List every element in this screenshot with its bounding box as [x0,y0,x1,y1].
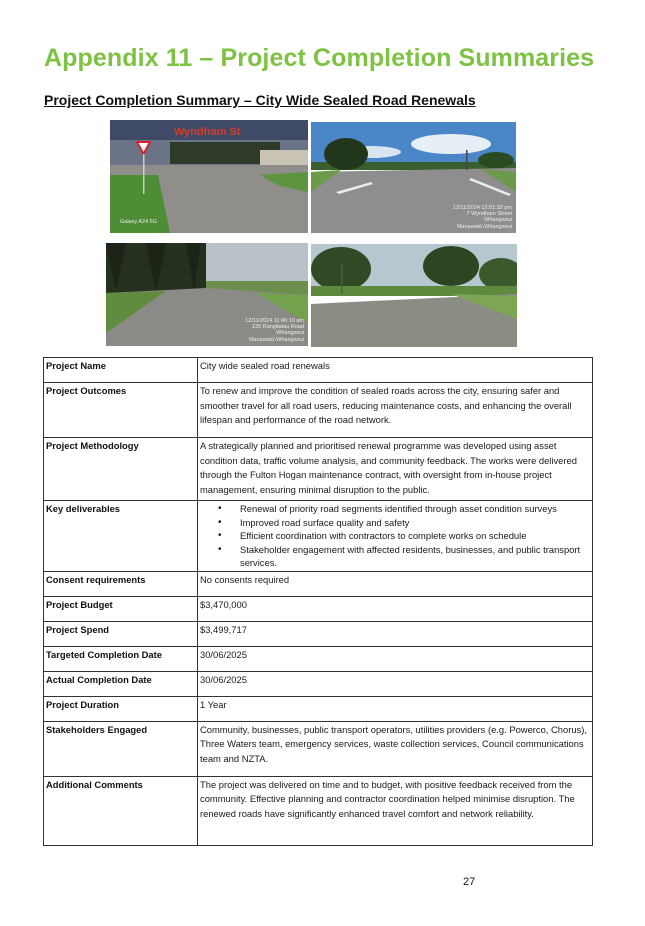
row-label: Key deliverables [44,501,198,572]
row-label: Project Spend [44,621,198,646]
photo-caption: 12/11/2024 11:46:10 am 135 Rangitatau Road Whanganui Manawatū-Whanganui [245,317,304,343]
row-value: Community, businesses, public transport operators, utilities providers (e.g. Powerco, Chorus), Three Waters team, emergency services, waste collection services, Council communications team and NZTA. [198,721,593,776]
row-label: Project Duration [44,696,198,721]
row-value: No consents required [198,571,593,596]
row-label: Project Name [44,358,198,383]
table-row [44,358,593,383]
street-name-label: Wyndham St [174,126,241,138]
row-label: Consent requirements [44,571,198,596]
list-item: • Efficient coordination with contractors to complete works on schedule [200,529,591,543]
road-photo-wyndham-st [110,120,308,233]
table-row [44,383,593,438]
row-value: 1 Year [198,696,593,721]
page-number: 27 [463,876,476,888]
road-photo-chipseal [106,243,308,346]
photo-caption: 12/11/2024 12:51:32 pm 7 Wyndham Street Whanganui Manawatū-Whanganui [452,204,512,230]
photo-caption: Galaxy A24 5G [120,218,157,225]
row-label: Project Outcomes [44,383,198,438]
row-value [198,501,593,572]
table-row [44,671,593,696]
table-row [44,571,593,596]
row-value: $3,470,000 [198,596,593,621]
row-value: The project was delivered on time and to budget, with positive feedback received from the community. Effective planning and contractor coordination helped minimise disruption. The renewed roads have significantly enhanced travel comfort and network reliability. [198,776,593,845]
row-value: 30/06/2025 [198,671,593,696]
table-row [44,721,593,776]
deliverables-list [200,502,591,570]
row-value: A strategically planned and prioritised renewal programme was developed using asset condition data, traffic volume analysis, and community feedback. The works were delivered through the Fulton Hogan maintenance contract, with oversight from in-house project management, ensuring minimal disruption to the public. [198,438,593,501]
road-photo-residential-street [311,244,517,347]
project-summary-table [43,357,593,846]
row-value: City wide sealed road renewals [198,358,593,383]
table-row [44,596,593,621]
row-value: 30/06/2025 [198,646,593,671]
row-label: Stakeholders Engaged [44,721,198,776]
list-item: • Renewal of priority road segments identified through asset condition surveys [200,502,591,516]
table-row [44,696,593,721]
table-row [44,646,593,671]
row-label: Project Methodology [44,438,198,501]
page-title: Appendix 11 – Project Completion Summaries [44,44,595,72]
table-row [44,776,593,845]
table-row [44,621,593,646]
row-value: $3,499,717 [198,621,593,646]
row-label: Additional Comments [44,776,198,845]
table-row [44,438,593,501]
row-label: Project Budget [44,596,198,621]
road-photo-straight-road [311,122,516,233]
list-item: • Improved road surface quality and safety [200,516,591,530]
table-row [44,501,593,572]
list-item: • Stakeholder engagement with affected residents, businesses, and public transport services. [200,543,591,570]
row-label: Actual Completion Date [44,671,198,696]
row-value: To renew and improve the condition of sealed roads across the city, ensuring safer and smoother travel for all road users, reducing maintenance costs, and enhancing the overall lifespan and performance of the road network. [198,383,593,438]
section-title: Project Completion Summary – City Wide Sealed Road Renewals [44,92,476,108]
row-label: Targeted Completion Date [44,646,198,671]
